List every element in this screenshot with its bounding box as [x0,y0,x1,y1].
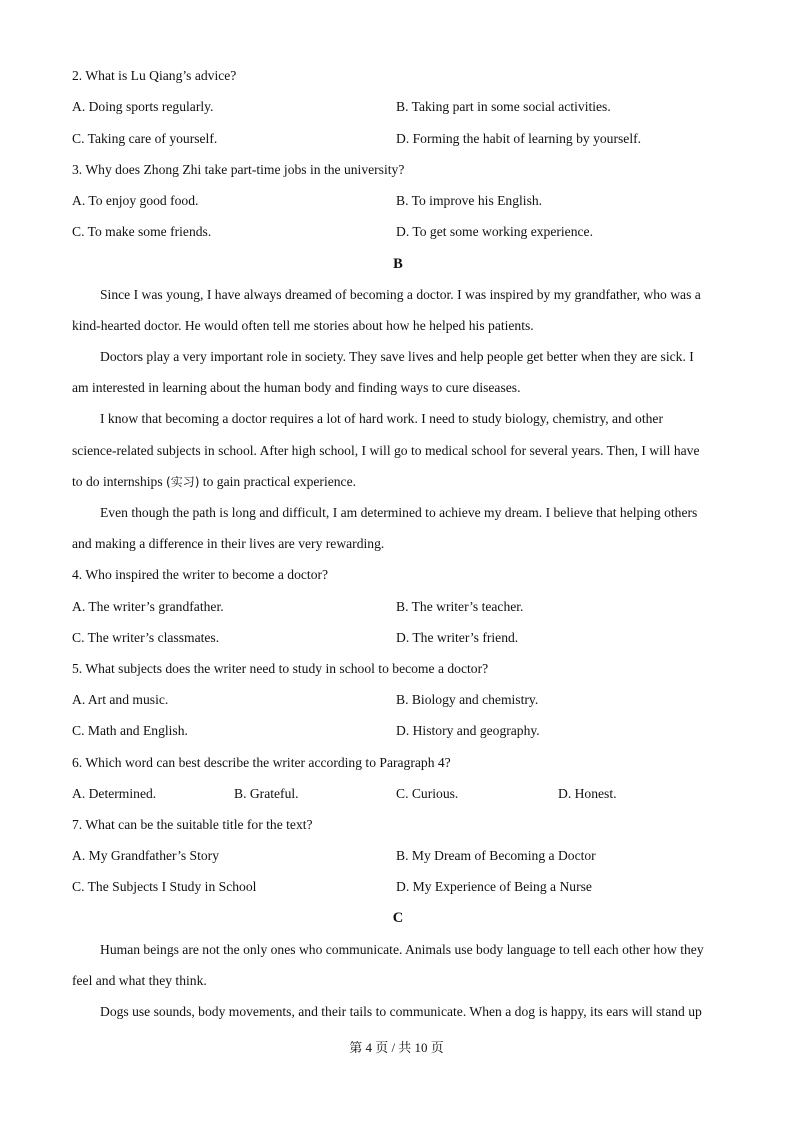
question-6: 6. Which word can best describe the writer according to Paragraph 4? [72,755,451,770]
question-3-options-row-1 [72,191,724,211]
question-3-options-row-2 [72,222,724,242]
question-5: 5. What subjects does the writer need to study in school to become a doctor? [72,661,489,676]
option-d: D. To get some working experience. [396,224,593,239]
question-2-options-row-1 [72,97,724,117]
option-a: A. Doing sports regularly. [72,99,214,114]
question-4: 4. Who inspired the writer to become a doctor? [72,567,329,582]
question-2: 2. What is Lu Qiang’s advice? [72,68,237,83]
paragraph-3-line-1: I know that becoming a doctor requires a lot of hard work. I need to study biology, chemistry, and other [100,411,663,426]
question-7-options-row-2 [72,877,724,897]
question-6-options-row [72,784,724,804]
section-b-title: B [393,256,403,272]
section-c-line-2: feel and what they think. [72,973,207,988]
option-c: C. The writer’s classmates. [72,630,220,645]
option-a: A. Art and music. [72,692,169,707]
option-c: C. Taking care of yourself. [72,131,218,146]
option-a: A. Determined. [72,786,157,801]
question-5-options-row-1 [72,690,724,710]
question-2-options-row-2 [72,129,724,149]
question-7: 7. What can be the suitable title for the text? [72,817,313,832]
internship-text-after: to gain practical experience. [199,474,357,489]
option-c: C. The Subjects I Study in School [72,879,257,894]
option-b: B. To improve his English. [396,193,543,208]
question-3: 3. Why does Zhong Zhi take part-time jobs in the university? [72,162,405,177]
section-c-line-3: Dogs use sounds, body movements, and their tails to communicate. When a dog is happy, its ears will stand up [100,1004,702,1019]
question-4-options-row-1 [72,597,724,617]
option-c: C. To make some friends. [72,224,212,239]
option-d: D. Honest. [558,786,617,801]
option-b: B. Biology and chemistry. [396,692,539,707]
paragraph-1-line-1: Since I was young, I have always dreamed of becoming a doctor. I was inspired by my grandfather, who was a [100,287,701,302]
option-d: D. The writer’s friend. [396,630,519,645]
option-b: B. Taking part in some social activities. [396,99,611,114]
paragraph-3-line-2: science-related subjects in school. After high school, I will go to medical school for several years. Then, I will have [72,443,700,458]
internship-text-before: to do internships [72,474,167,489]
option-a: A. My Grandfather’s Story [72,848,219,863]
option-b: B. Grateful. [234,786,299,801]
section-c-title: C [392,910,404,926]
option-b: B. The writer’s teacher. [396,599,524,614]
paragraph-4-line-2: and making a difference in their lives are very rewarding. [72,536,385,551]
paragraph-4-line-1: Even though the path is long and difficult, I am determined to achieve my dream. I believe that helping others [100,505,698,520]
option-d: D. Forming the habit of learning by yourself. [396,131,642,146]
question-7-options-row-1 [72,846,724,866]
option-c: C. Math and English. [72,723,188,738]
page-footer: 第 4 页 / 共 10 页 [349,1040,444,1055]
section-c-line-1: Human beings are not the only ones who communicate. Animals use body language to tell each other how they [100,942,704,957]
chinese-gloss: (实习) [166,475,200,489]
question-4-options-row-2 [72,628,724,648]
option-d: D. My Experience of Being a Nurse [396,879,592,894]
option-c: C. Curious. [396,786,459,801]
option-d: D. History and geography. [396,723,540,738]
option-a: A. To enjoy good food. [72,193,199,208]
paragraph-2-line-2: am interested in learning about the human body and finding ways to cure diseases. [72,380,521,395]
paragraph-2-line-1: Doctors play a very important role in society. They save lives and help people get better when they are sick. I [100,349,694,364]
option-a: A. The writer’s grandfather. [72,599,224,614]
paragraph-1-line-2: kind-hearted doctor. He would often tell me stories about how he helped his patients. [72,318,534,333]
question-5-options-row-2 [72,721,724,741]
paragraph-3-line-3 [72,472,724,492]
option-b: B. My Dream of Becoming a Doctor [396,848,596,863]
